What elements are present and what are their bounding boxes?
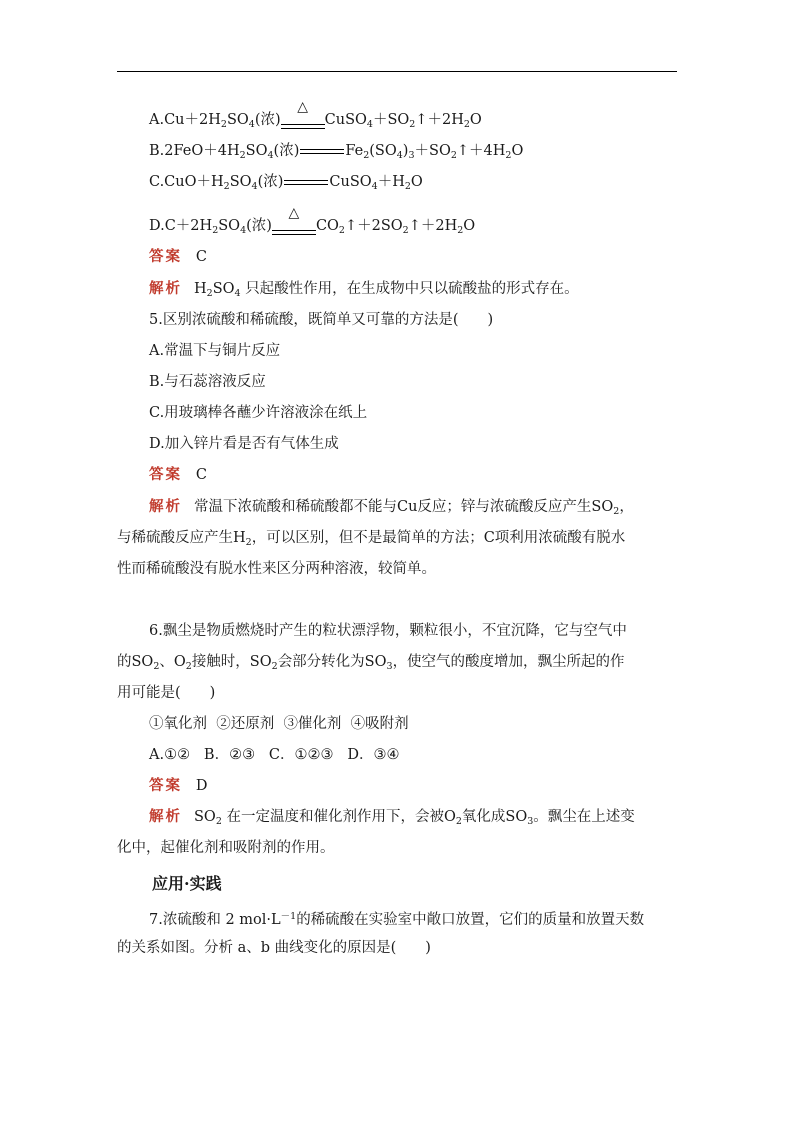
heat-condition: △ [272,221,316,241]
q6-answer: 答案 D [149,777,208,794]
q6-question-line1: 6.飘尘是物质燃烧时产生的粒状漂浮物，颗粒很小，不宜沉降，它与空气中 [149,623,627,639]
q5-solution-line2: 与稀硫酸反应产生$H_2$，可以区别，但不是最简单的方法；C项利用浓硫酸有脱水 [117,530,626,548]
q5-solution-line1: 解析 常温下浓硫酸和稀硫酸都不能与Cu反应；锌与浓硫酸反应产生$SO_2$， [149,498,634,517]
q5-option-d: D.加入锌片看是否有气体生成 [149,436,339,452]
q4-option-d: $D.C+2H_2SO_4$(浓) △ $CO_2↑+2SO_2↑+2H_2O$ [149,216,475,241]
q5-option-a: A.常温下与铜片反应 [149,343,281,359]
section-heading: 应用·实践 [152,874,222,893]
equals-sign [284,180,328,185]
q4-solution: 解析 $H_2SO_4$ 只起酸性作用，在生成物中只以硫酸盐的形式存在。 [149,280,579,299]
q5-question: 5.区别浓硫酸和稀硫酸，既简单又可靠的方法是( ) [149,312,494,328]
q5-option-b: B.与石蕊溶液反应 [149,374,266,390]
equals-sign [300,149,344,154]
q6-question-line2: 的$SO_2$、$O_2$接触时，$SO_2$会部分转化为$SO_3$，使空气的酸度增加，飘尘所起的作 [117,654,625,672]
heat-condition: △ [281,115,325,135]
q6-question-line3: 用可能是( ) [117,685,216,701]
header-rule [117,71,677,72]
q6-items: ①氧化剂 ②还原剂 ③催化剂 ④吸附剂 [149,716,409,732]
q7-question-line2: 的关系如图。分析 a、b 曲线变化的原因是( ) [117,940,431,956]
q4-option-a: $A.Cu+2H_2SO_4$(浓) △ $CuSO_4+SO_2↑+2H_2O$ [149,110,482,135]
q4-option-b: $B.2FeO+4H_2SO_4$(浓) $Fe_2(SO_4)_3+SO_2↑+4H_2O$ [149,143,524,161]
q6-solution-line2: 化中，起催化剂和吸附剂的作用。 [117,840,335,856]
q4-answer: 答案 C [149,248,207,265]
q6-choices: A.①② B．②③ C．①②③ D．③④ [149,747,400,763]
q5-answer: 答案 C [149,466,207,483]
q4-option-c: $C.CuO+H_2SO_4$(浓) $CuSO_4+H_2O$ [149,174,423,192]
q6-solution-line1: 解析 $SO_2$ 在一定温度和催化剂作用下，会被$O_2$氧化成$SO_3$。飘尘在上述变 [149,808,635,827]
q5-option-c: C.用玻璃棒各蘸少许溶液涂在纸上 [149,405,368,421]
q5-solution-line3: 性而稀硫酸没有脱水性来区分两种溶液，较简单。 [117,561,436,577]
q7-question-line1: 7.浓硫酸和 2 $mol\cdot L^{-1}$的稀硫酸在实验室中敞口放置，它们的质量和放置天数 [149,911,645,928]
